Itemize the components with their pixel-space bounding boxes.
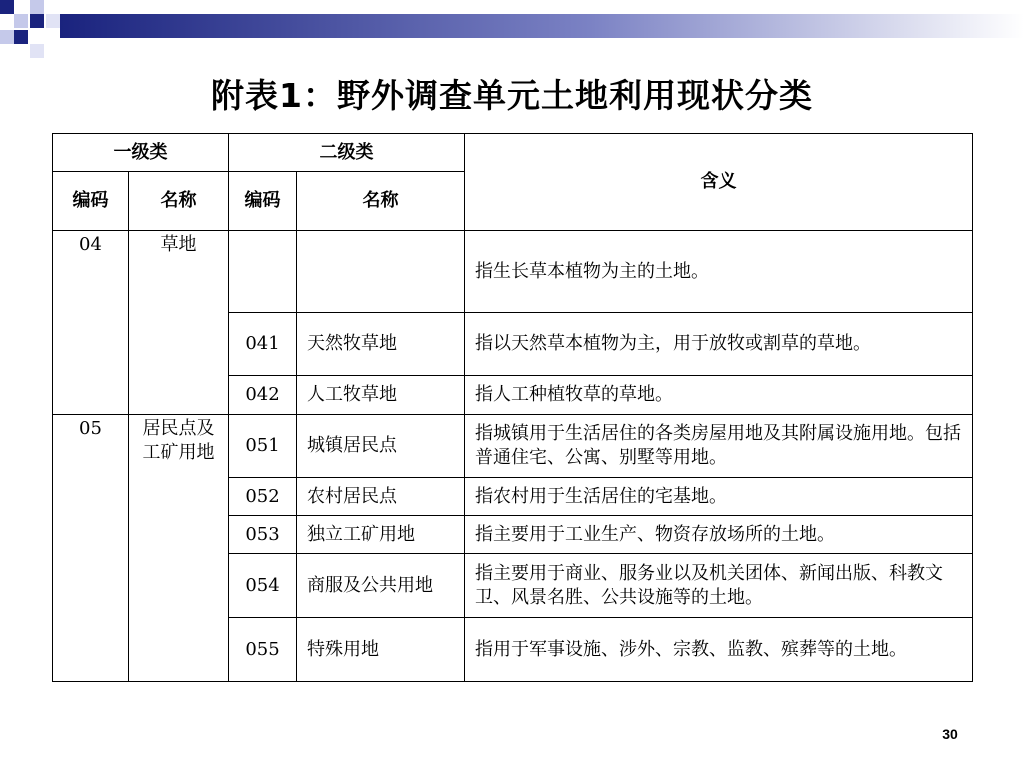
- sub-meaning: 指以天然草本植物为主，用于放牧或割草的草地。: [465, 313, 973, 376]
- sub-code: 055: [229, 618, 297, 682]
- sub-code: 051: [229, 415, 297, 478]
- header-name1: 名称: [129, 172, 229, 231]
- sub-name: 商服及公共用地: [297, 554, 465, 618]
- sub-name: 天然牧草地: [297, 313, 465, 376]
- sub-meaning: 指用于军事设施、涉外、宗教、监教、殡葬等的土地。: [465, 618, 973, 682]
- table-row: [53, 231, 973, 313]
- header-level1: 一级类: [53, 134, 229, 172]
- header-code1: 编码: [53, 172, 129, 231]
- sub-name: 城镇居民点: [297, 415, 465, 478]
- sub-code: 053: [229, 516, 297, 554]
- header-meaning: 含义: [465, 134, 973, 231]
- group-code: 05: [53, 415, 129, 682]
- sub-name: 农村居民点: [297, 478, 465, 516]
- sub-code: [229, 231, 297, 313]
- table-row: [53, 415, 973, 478]
- sub-meaning: 指主要用于工业生产、物资存放场所的土地。: [465, 516, 973, 554]
- sub-meaning: 指主要用于商业、服务业以及机关团体、新闻出版、科教文卫、风景名胜、公共设施等的土地。: [465, 554, 973, 618]
- sub-name: [297, 231, 465, 313]
- group-code: 04: [53, 231, 129, 415]
- sub-meaning: 指农村用于生活居住的宅基地。: [465, 478, 973, 516]
- sub-name: 特殊用地: [297, 618, 465, 682]
- sub-meaning: 指生长草本植物为主的土地。: [465, 231, 973, 313]
- sub-code: 052: [229, 478, 297, 516]
- header-level2: 二级类: [229, 134, 465, 172]
- sub-code: 041: [229, 313, 297, 376]
- header-row-1: [53, 134, 973, 172]
- header-name2: 名称: [297, 172, 465, 231]
- slide-title: 附表1：野外调查单元土地利用现状分类: [211, 76, 813, 115]
- sub-name: 独立工矿用地: [297, 516, 465, 554]
- sub-meaning: 指人工种植牧草的草地。: [465, 376, 973, 415]
- corner-decoration: [0, 0, 1024, 60]
- page-number: 30: [942, 726, 958, 742]
- landuse-table: [52, 133, 973, 682]
- sub-name: 人工牧草地: [297, 376, 465, 415]
- sub-code: 042: [229, 376, 297, 415]
- sub-code: 054: [229, 554, 297, 618]
- group-name: 居民点及工矿用地: [129, 415, 229, 682]
- header-code2: 编码: [229, 172, 297, 231]
- sub-meaning: 指城镇用于生活居住的各类房屋用地及其附属设施用地。包括普通住宅、公寓、别墅等用地。: [465, 415, 973, 478]
- group-name: 草地: [129, 231, 229, 415]
